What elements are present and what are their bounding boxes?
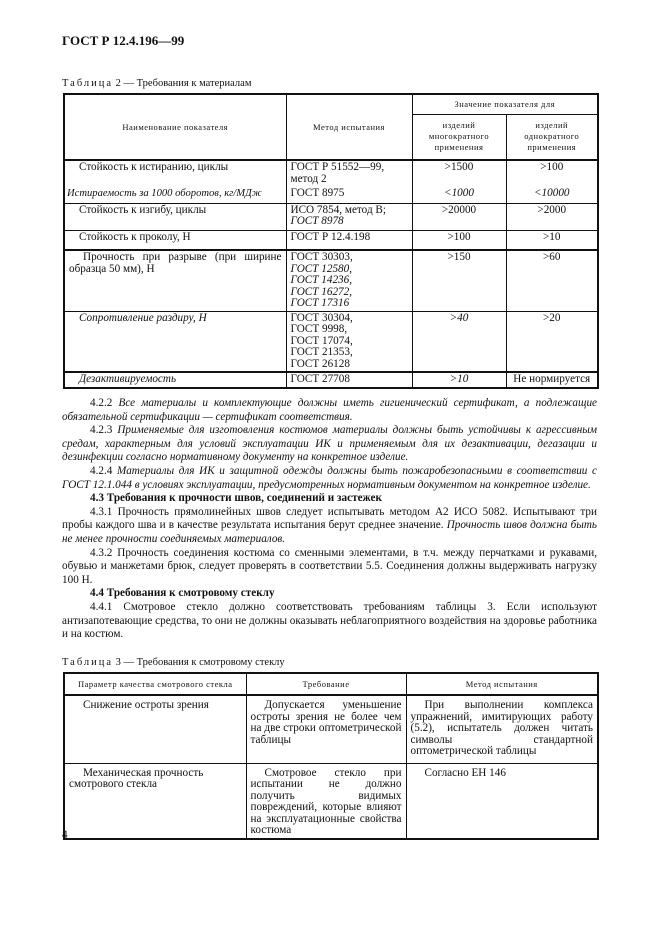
viewing-glass-requirements-table xyxy=(63,672,599,840)
method-text: ГОСТ 30303, xyxy=(290,251,353,263)
page-number: 4 xyxy=(62,829,68,841)
method-text-italic: ГОСТ 8978 xyxy=(290,215,344,227)
paragraph-4-2-4 xyxy=(62,465,597,492)
table2-caption xyxy=(62,78,251,89)
paragraph-4-3-1 xyxy=(62,506,597,547)
cell-multi: >10 xyxy=(412,372,506,388)
cell-single: >20 xyxy=(506,311,598,372)
cell-method xyxy=(286,311,412,372)
body-text xyxy=(62,397,597,642)
cell-single: >10 xyxy=(506,230,598,250)
cell-requirement: Допускается уменьшение остроты зрения не более чем на две строки оптометрической таблицы xyxy=(246,695,406,763)
method-text-italic: ГОСТ 12580, ГОСТ 14236, ГОСТ 16272, ГОСТ 17316 xyxy=(290,262,353,309)
cell-method: ГОСТ 27708 xyxy=(286,372,412,388)
column-header-method: Метод испытания xyxy=(406,673,598,695)
cell-multi: >1500 xyxy=(412,160,506,187)
table-row xyxy=(64,203,598,230)
column-header-value-group: Значение показателя для xyxy=(412,94,598,114)
table-row xyxy=(64,311,598,372)
table-caption-word: Таблица xyxy=(62,78,114,89)
paragraph-4-3-2: 4.3.2 Прочность соединения костюма со сменными элементами, в т.ч. между перчатками и рукавами, обувью и манжетами брюк, следует проверять в соответствии 5.5. Соединения должны выдерживать нагрузку 100 Н. xyxy=(62,546,597,586)
cell-method: Согласно ЕН 146 xyxy=(406,763,598,839)
cell-name: Стойкость к проколу, Н xyxy=(64,230,286,250)
table-row xyxy=(64,230,598,250)
cell-method: При выполнении комплекса упражнений, имитирующих работу (5.2), испытатель должен читать символы стандартной оптометрической таблицы xyxy=(406,695,598,763)
column-header-name: Наименование показателя xyxy=(64,94,286,160)
column-header-method: Метод испытания xyxy=(286,94,412,160)
cell-multi: <1000 xyxy=(412,187,506,203)
cell-name: Стойкость к истиранию, циклы xyxy=(64,160,286,187)
cell-method xyxy=(286,203,412,230)
clause-number: 4.2.4 xyxy=(90,464,113,477)
clause-text: 4.3.1 Прочность прямолинейных швов следует испытывать методом А2 ИСО 5082. Испытывают три пробы каждого шва и в качестве результата испытания берут среднее значение. xyxy=(62,505,597,532)
table-row xyxy=(64,187,598,203)
cell-name: Истираемость за 1000 оборотов, кг/МДж xyxy=(64,187,286,203)
table-caption-title: 3 — Требования к смотровому стеклу xyxy=(115,657,285,668)
section-heading-4-4: 4.4 Требования к смотровому стеклу xyxy=(90,587,275,600)
table3-caption xyxy=(62,657,285,668)
column-header-multi-use: изделий многократного применения xyxy=(412,114,506,160)
materials-requirements-table xyxy=(63,93,599,389)
cell-name: Прочность при разрыве (при ширине образца 50 мм), Н xyxy=(64,250,286,311)
cell-method xyxy=(286,250,412,311)
cell-requirement: Смотровое стекло при испытании не должно получить видимых повреждений, которые влияют на эксплуатационные свойства костюма xyxy=(246,763,406,839)
table-caption-word: Таблица xyxy=(62,657,114,668)
cell-multi: >150 xyxy=(412,250,506,311)
cell-multi: >40 xyxy=(412,311,506,372)
cell-single: >100 xyxy=(506,160,598,187)
cell-method: ГОСТ Р 12.4.198 xyxy=(286,230,412,250)
cell-multi: >100 xyxy=(412,230,506,250)
column-header-parameter: Параметр качества смотрового стекла xyxy=(64,673,246,695)
column-header-requirement: Требование xyxy=(246,673,406,695)
column-header-single-use: изделий однократного применения xyxy=(506,114,598,160)
cell-single: <10000 xyxy=(506,187,598,203)
cell-single: >2000 xyxy=(506,203,598,230)
method-text: ИСО 7854, метод В; xyxy=(290,203,387,216)
cell-name: Стойкость к изгибу, циклы xyxy=(64,203,286,230)
cell-single: Не нормируется xyxy=(506,372,598,388)
cell-method: ГОСТ Р 51552—99, метод 2 xyxy=(286,160,412,187)
cell-name: Дезактивируемость xyxy=(64,372,286,388)
paragraph-4-4-1: 4.4.1 Смотровое стекло должно соответствовать требованиям таблицы 3. Если используют антизапотевающие средства, то они не должны оказывать неблагоприятного воздействия на здоровье работника и на костюм. xyxy=(62,600,597,641)
table-row xyxy=(64,160,598,187)
table-row xyxy=(64,250,598,311)
clause-text: Все материалы и комплектующие должны иметь гигиенический сертификат, а подлежащие обязательной сертификации — сертификат соответствия. xyxy=(62,397,598,423)
cell-multi: >20000 xyxy=(412,203,506,230)
method-text: ГОСТ 30304, ГОСТ 9998, ГОСТ 17074, ГОСТ 21353, ГОСТ 26128 xyxy=(290,311,353,370)
clause-text: Применяемые для изготовления костюмов материалы должны быть устойчивы к агрессивным средам, характерным для условий эксплуатации ИК и применяемым для их дезактивации, дегазации и дезинфекции согласно нормативному документу на конкретное изделие. xyxy=(62,424,598,464)
cell-method: ГОСТ 8975 xyxy=(286,187,412,203)
cell-name: Сопротивление раздиру, Н xyxy=(64,311,286,372)
table-caption-title: 2 — Требования к материалам xyxy=(115,78,252,89)
table-row xyxy=(64,695,598,763)
paragraph-4-2-2 xyxy=(62,397,597,424)
clause-number: 4.2.3 xyxy=(90,424,113,437)
cell-parameter: Снижение остроты зрения xyxy=(64,695,246,763)
clause-number: 4.2.2 xyxy=(90,397,113,409)
clause-text: Материалы для ИК и защитной одежды должны быть пожаробезопасными в соответствии с ГОСТ 12.1.044 в условиях эксплуатации, предусмотренных нормативным документом на конкретное изделие. xyxy=(62,464,598,491)
table-row xyxy=(64,372,598,388)
clause-text-italic: Прочность швов должна быть не менее прочности соединяемых материалов. xyxy=(62,519,598,545)
cell-single: >60 xyxy=(506,250,598,311)
section-heading-4-3: 4.3 Требования к прочности швов, соединений и застежек xyxy=(90,492,382,505)
cell-parameter: Механическая прочность смотрового стекла xyxy=(64,763,246,839)
table-row xyxy=(64,763,598,839)
document-code: ГОСТ Р 12.4.196—99 xyxy=(62,33,185,48)
paragraph-4-2-3 xyxy=(62,424,597,465)
